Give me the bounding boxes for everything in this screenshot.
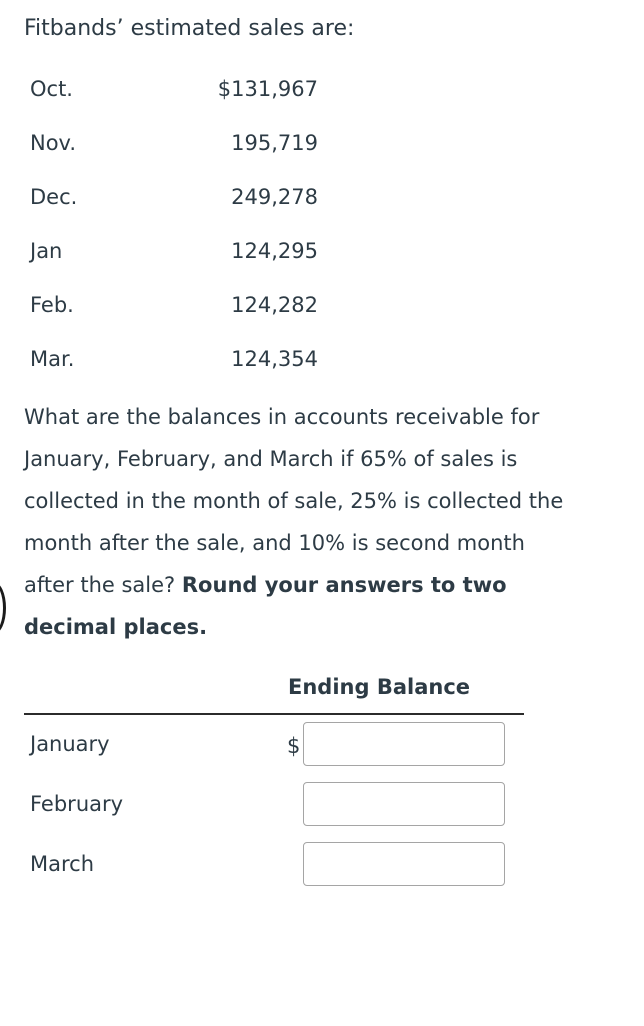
row-label: March	[30, 852, 95, 876]
sales-value: 124,282	[231, 293, 318, 317]
row-label: January	[30, 732, 110, 756]
sales-row	[30, 70, 320, 124]
question-line: collected in the month of sale, 25% is collected the	[24, 489, 564, 513]
question-text-plain: after the sale?	[24, 573, 182, 597]
question-line: January, February, and March if 65% of sales is	[24, 447, 518, 471]
sales-row	[30, 286, 320, 340]
sales-row	[30, 178, 320, 232]
edge-bracket-mark	[0, 582, 6, 634]
intro-text: Fitbands’ estimated sales are:	[24, 16, 355, 41]
sales-row	[30, 340, 320, 394]
sales-table	[30, 70, 320, 394]
february-balance-input[interactable]	[303, 782, 505, 826]
sales-row	[30, 124, 320, 178]
sales-month: Feb.	[30, 293, 74, 317]
sales-month: Oct.	[30, 77, 73, 101]
question-line	[24, 564, 642, 606]
march-balance-input[interactable]	[303, 842, 505, 886]
question-line	[24, 606, 642, 648]
sales-value: 249,278	[231, 185, 318, 209]
answer-row-january	[24, 722, 524, 768]
answer-row-february	[24, 782, 524, 828]
ending-balance-header: Ending Balance	[288, 675, 471, 699]
question-line: What are the balances in accounts receivable for	[24, 405, 540, 429]
sales-row	[30, 232, 320, 286]
header-divider	[24, 713, 524, 715]
rounding-instruction: decimal places.	[24, 615, 208, 639]
currency-symbol: $	[287, 734, 301, 758]
question-line: month after the sale, and 10% is second month	[24, 531, 525, 555]
question-text	[24, 396, 642, 648]
rounding-instruction: Round your answers to two	[181, 573, 507, 597]
sales-month: Jan	[30, 239, 63, 263]
sales-value: 124,295	[231, 239, 318, 263]
sales-month: Mar.	[30, 347, 75, 371]
row-label: February	[30, 792, 124, 816]
january-balance-input[interactable]	[303, 722, 505, 766]
sales-value: 195,719	[231, 131, 318, 155]
sales-value: $131,967	[217, 77, 318, 101]
sales-value: 124,354	[231, 347, 318, 371]
answer-row-march	[24, 842, 524, 888]
sales-month: Dec.	[30, 185, 78, 209]
sales-month: Nov.	[30, 131, 77, 155]
